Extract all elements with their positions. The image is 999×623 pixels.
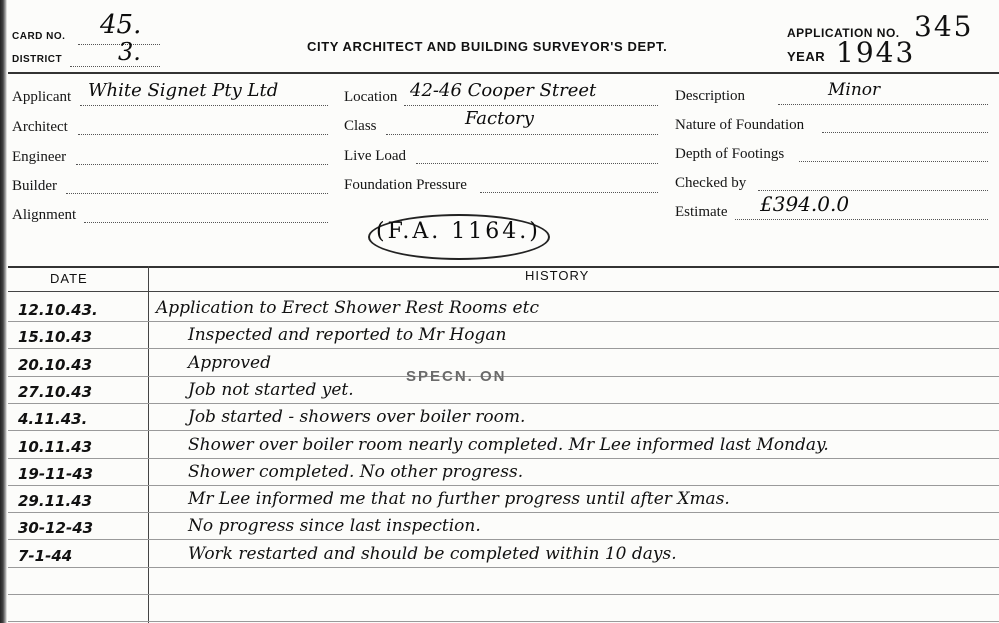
builder-line [66, 193, 328, 194]
location-value: 42-46 Cooper Street [410, 80, 597, 101]
applicant-label: Applicant [12, 89, 72, 105]
applicant-value: White Signet Pty Ltd [88, 80, 279, 101]
history-date: 27.10.43 [18, 383, 93, 401]
architect-label: Architect [12, 119, 68, 135]
card-no-value: 45. [100, 10, 142, 40]
district-value: 3. [118, 38, 141, 66]
history-date: 7-1-44 [18, 547, 73, 565]
description-value: Minor [828, 80, 881, 100]
history-entry: Work restarted and should be completed within 10 days. [188, 544, 677, 564]
ruled-line [8, 485, 999, 486]
header-rule [8, 72, 999, 74]
card-no-label: CARD NO. [12, 31, 66, 42]
history-entry: Shower over boiler room nearly completed. Mr Lee informed last Monday. [188, 435, 829, 455]
history-entry: Mr Lee informed me that no further progress until after Xmas. [188, 489, 730, 509]
engineer-label: Engineer [12, 149, 67, 165]
faded-stamp-text: SPECN. ON [406, 368, 507, 385]
class-value: Factory [465, 108, 534, 129]
nature-of-foundation-line [822, 132, 988, 133]
history-entry: Application to Erect Shower Rest Rooms etc [156, 298, 539, 318]
location-label: Location [344, 89, 398, 105]
history-date: 29.11.43 [18, 492, 93, 510]
estimate-value: £394.0.0 [760, 192, 850, 216]
application-label: APPLICATION NO. [787, 26, 900, 40]
live-load-label: Live Load [344, 148, 407, 164]
location-line [404, 105, 658, 106]
estimate-label: Estimate [675, 204, 728, 220]
application-number: 345 [914, 10, 974, 43]
ruled-line [8, 594, 999, 595]
history-header-rule [8, 291, 999, 292]
ruled-line [8, 567, 999, 568]
year-value: 1943 [836, 36, 916, 69]
checked-by-line [758, 190, 988, 191]
depth-of-footings-label: Depth of Footings [675, 146, 785, 162]
history-top-rule [8, 266, 999, 268]
nature-of-foundation-label: Nature of Foundation [675, 117, 805, 133]
date-column-divider [148, 266, 149, 623]
history-entry: Job started - showers over boiler room. [188, 407, 526, 427]
history-date: 20.10.43 [18, 356, 93, 374]
live-load-line [416, 163, 658, 164]
ruled-line [8, 458, 999, 459]
ruled-line [8, 348, 999, 349]
file-reference: (F.A. 1164.) [376, 219, 541, 244]
builder-label: Builder [12, 178, 57, 194]
ruled-line [8, 539, 999, 540]
history-entry: No progress since last inspection. [188, 516, 481, 536]
foundation-pressure-label: Foundation Pressure [344, 177, 467, 193]
history-date: 19-11-43 [18, 465, 94, 483]
scanned-left-edge [0, 0, 7, 623]
history-column-header: HISTORY [525, 268, 590, 283]
date-column-header: DATE [50, 271, 88, 286]
history-date: 15.10.43 [18, 328, 93, 346]
applicant-line [80, 105, 328, 106]
alignment-line [84, 222, 328, 223]
foundation-pressure-line [480, 192, 658, 193]
alignment-label: Alignment [12, 207, 77, 223]
ruled-line [8, 621, 999, 622]
history-entry: Job not started yet. [188, 380, 354, 400]
engineer-line [76, 164, 328, 165]
year-label: YEAR [787, 49, 826, 64]
ruled-line [8, 321, 999, 322]
history-date: 12.10.43. [18, 301, 98, 319]
district-label: DISTRICT [12, 54, 63, 65]
history-date: 30-12-43 [18, 519, 94, 537]
class-label: Class [344, 118, 377, 134]
ruled-line [8, 430, 999, 431]
department-title: CITY ARCHITECT AND BUILDING SURVEYOR'S DEPT. [307, 39, 668, 54]
ruled-line [8, 512, 999, 513]
checked-by-label: Checked by [675, 175, 747, 191]
district-line [70, 66, 160, 67]
estimate-line [735, 219, 988, 220]
architect-line [78, 134, 328, 135]
class-line [386, 134, 658, 135]
history-entry: Inspected and reported to Mr Hogan [188, 325, 507, 345]
history-date: 4.11.43. [18, 410, 88, 428]
description-line [778, 104, 988, 105]
history-entry: Approved [188, 353, 271, 373]
history-date: 10.11.43 [18, 438, 93, 456]
ruled-line [8, 403, 999, 404]
history-entry: Shower completed. No other progress. [188, 462, 524, 482]
depth-of-footings-line [799, 161, 988, 162]
description-label: Description [675, 88, 745, 104]
